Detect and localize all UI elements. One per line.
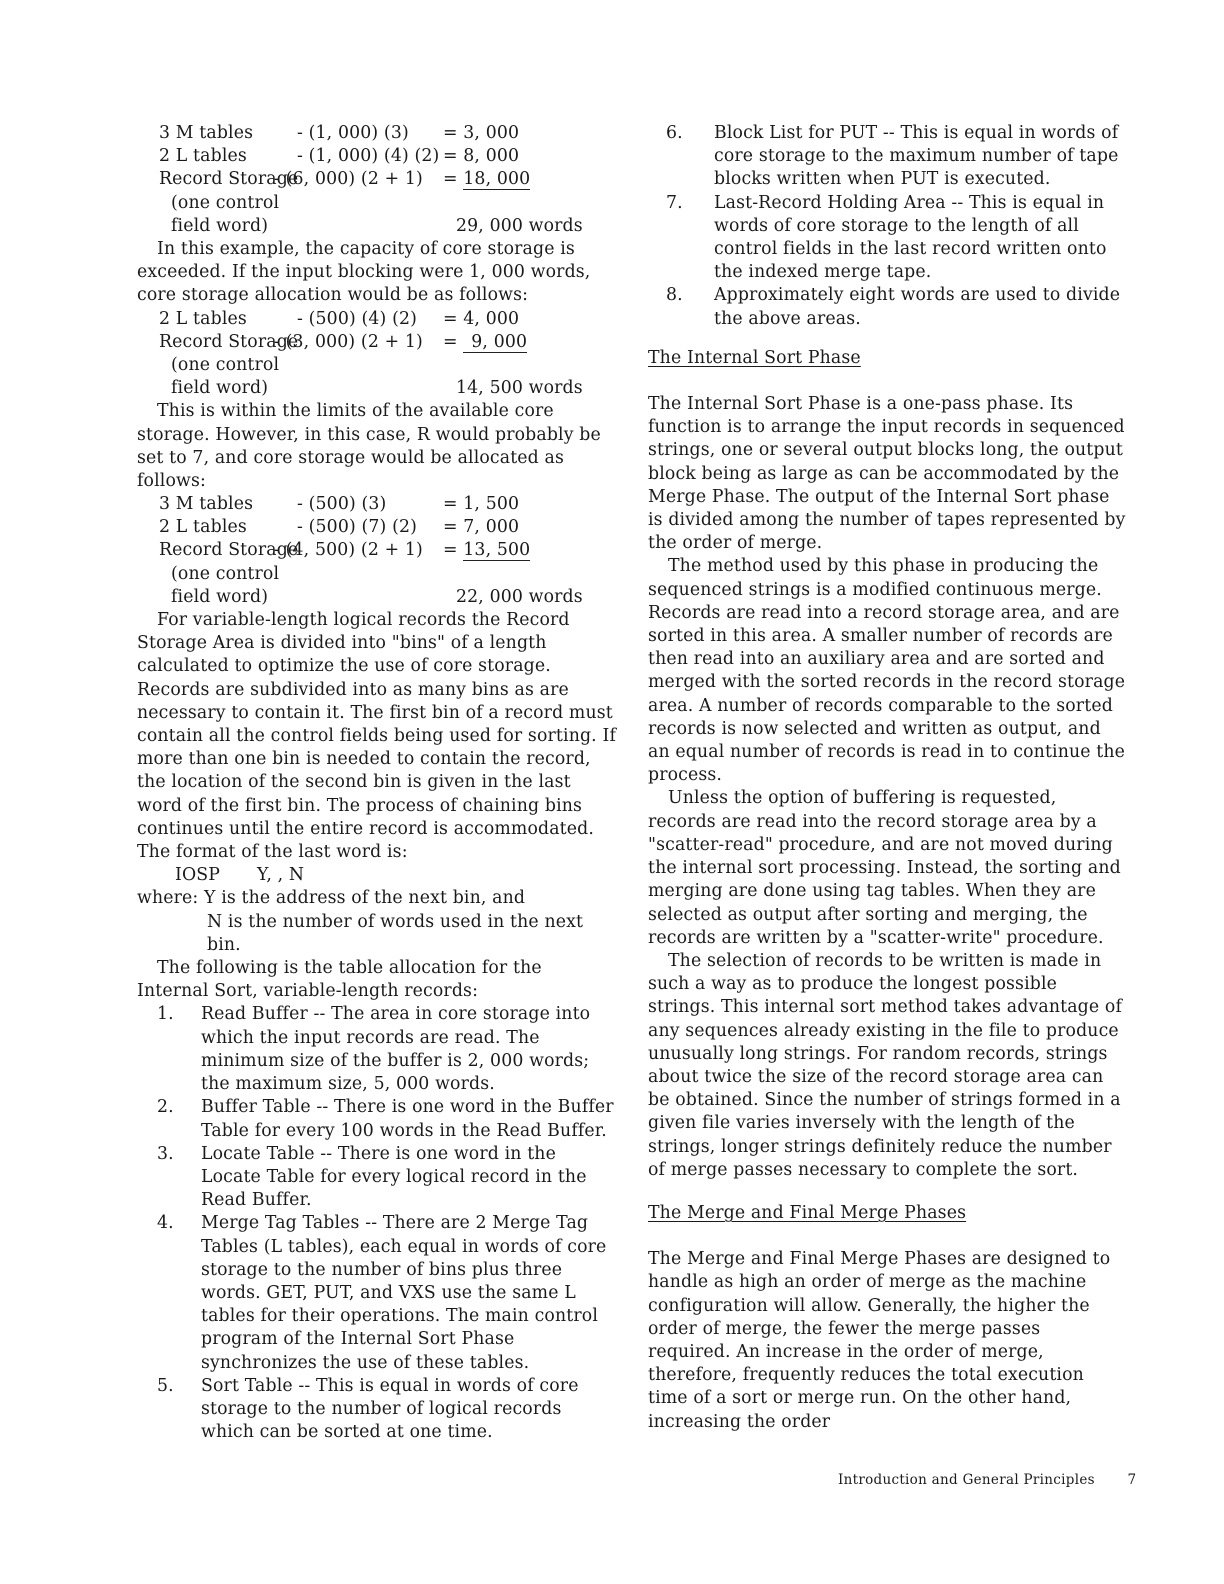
calc-label: Record Storage (159, 331, 299, 352)
calc-total: 22, 000 words (456, 586, 583, 607)
calc-label: 2 L tables (159, 146, 247, 167)
list-item (137, 1143, 617, 1213)
calc-total: 29, 000 words (456, 215, 583, 236)
calc-note-line: field word) (171, 378, 269, 399)
list-item (137, 1003, 617, 1096)
list-item (137, 1096, 617, 1142)
list-number: 1. (157, 1004, 174, 1025)
list-item (137, 1212, 617, 1374)
calc-row (159, 145, 617, 168)
list-number: 7. (666, 192, 683, 213)
left-column (137, 122, 617, 1444)
list-text: Read Buffer -- The area in core storage into which the input records are read. The minimum size of the buffer is 2, 000 words; the maximum size, 5, 000 words. (201, 1004, 591, 1095)
section-heading: The Merge and Final Merge Phases (648, 1202, 967, 1223)
calc-result: = 4, 000 (443, 308, 520, 329)
calc-note (171, 586, 617, 609)
calc-note (171, 377, 617, 400)
calc-block-2 (137, 308, 617, 401)
section-heading: The Internal Sort Phase (648, 347, 861, 368)
calc-label: Record Storage (159, 169, 299, 190)
paragraph: For variable-length logical records the Record Storage Area is divided into "bins" of a length calculated to optimize the use of core storage. Records are subdivided into as many bins as are necessary to contain it. The first bin of a record must contain all the control fields being used for sorting. If more than one bin is needed to contain the record, the location of the second bin is given in the last word of the first bin. The process of chaining bins continues until the entire record is accommodated. The format of the last word is: (137, 610, 616, 863)
list-item (137, 1375, 617, 1445)
calc-result: = 7, 000 (443, 517, 520, 538)
list-text: Block List for PUT -- This is equal in words of core storage to the maximum number of tape blocks written when PUT is executed. (714, 123, 1119, 190)
calc-note-line: (one control (171, 192, 280, 213)
calc-formula: - (1, 000) (3) (297, 123, 409, 143)
calc-note (171, 192, 617, 215)
paragraph: The method used by this phase in producing the sequenced strings is a modified continuous merge. Records are read into a record storage area, and are sorted in this area. A smaller number of records are then read into an auxiliary area and are sorted and merged with the sorted records in the record storage area. A number of records comparable to the sorted records is now selected and written as output, and an equal number of records is read in to continue the process. (648, 556, 1126, 786)
calc-formula: - (500) (4) (2) (297, 308, 417, 329)
calc-result: = 1, 500 (443, 494, 520, 515)
calc-row (159, 516, 617, 539)
list-text: Last-Record Holding Area -- This is equal in words of core storage to the length of all control fields in the last record written onto the indexed merge tape. (714, 192, 1107, 283)
list-number: 2. (157, 1097, 174, 1118)
list-text: Buffer Table -- There is one word in the Buffer Table for every 100 words in the Read Buffer. (201, 1097, 614, 1141)
list-item (648, 122, 1128, 192)
paragraph: Unless the option of buffering is requested, records are read into the record storage area by a "scatter-read" procedure, and are not moved during the internal sort processing. Instead, the sorting and merging are done using tag tables. When they are selected as output after sorting and merging, the records are written by a "scatter-write" procedure. (648, 788, 1121, 948)
calc-block-1 (137, 122, 617, 238)
calc-result: = 8, 000 (443, 146, 520, 167)
paragraph: In this example, the capacity of core storage is exceeded. If the input blocking were 1, 000 words, core storage allocation would be as follows: (137, 238, 591, 306)
page-number: 7 (1127, 1472, 1137, 1488)
calc-label: 2 L tables (159, 517, 247, 538)
calc-row (159, 308, 617, 331)
calc-row (159, 122, 617, 145)
list-number: 6. (666, 123, 683, 143)
list-number: 5. (157, 1375, 174, 1396)
list-number: 8. (666, 285, 683, 306)
calc-note-line: field word) (171, 586, 269, 607)
calc-label: 2 L tables (159, 308, 247, 329)
calc-formula: - (500) (3) (297, 494, 387, 515)
calc-row: Record Storage - (3, 000) (2 + 1) = 9, 000 (159, 331, 617, 354)
calc-result: = 3, 000 (443, 123, 520, 143)
calc-formula: - (1, 000) (4) (2) (297, 146, 440, 167)
paragraph: The Internal Sort Phase is a one-pass phase. Its function is to arrange the input records in sequenced strings, one or several output blocks long, the output block being as large as can be accommodated by the Merge Phase. The output of the Internal Sort phase is divided among the number of tapes represented by the order of merge. (648, 394, 1126, 554)
calc-label: Record Storage (159, 540, 299, 561)
calc-result: 18, 000 (463, 169, 531, 190)
paragraph: The selection of records to be written is made in such a way as to produce the longest possible strings. This internal sort method takes advantage of any sequences already existing in the file to produce unusually long strings. For random records, strings about twice the size of the record storage area can be obtained. Since the number of strings formed in a given file varies inversely with the length of the strings, longer strings definitely reduce the number of merge passes necessary to complete the sort. (648, 950, 1123, 1180)
list-text: Approximately eight words are used to divide the above areas. (714, 285, 1121, 329)
where-line: N is the number of words used in the next bin. (207, 911, 584, 955)
calc-result: 9, 000 (463, 332, 527, 353)
calc-label: 3 M tables (159, 123, 254, 143)
paragraph: The Merge and Final Merge Phases are designed to handle as high an order of merge as the machine configuration will allow. Generally, the higher the order of merge, the fewer the merge passes required. An increase in the order of merge, therefore, frequently reduces the total execution time of a sort or merge run. On the other hand, increasing the order (648, 1249, 1111, 1432)
calc-formula: - (500) (7) (2) (297, 517, 417, 538)
calc-note-line: field word) (171, 215, 269, 236)
calc-total: 14, 500 words (456, 378, 583, 399)
calc-note-line: (one control (171, 563, 280, 584)
calc-row (159, 493, 617, 516)
right-column (648, 122, 1128, 1434)
calc-note-line: (one control (171, 354, 280, 375)
calc-result: 13, 500 (463, 540, 531, 561)
paragraph: This is within the limits of the available core storage. However, in this case, R would probably be set to 7, and core storage would be allocated as follows: (137, 401, 601, 491)
calc-note (171, 215, 617, 238)
calc-row: Record Storage - (4, 500) (2 + 1) = 13, 500 (159, 539, 617, 562)
page-footer (838, 1472, 1136, 1488)
list-text: Merge Tag Tables -- There are 2 Merge Tag Tables (L tables), each equal in words of core storage to the number of bins plus three words. GET, PUT, and VXS use the same L tables for their operations. The main control program of the Internal Sort Phase synchronizes the use of these tables. (201, 1213, 607, 1373)
calc-formula: - (3, 000) (2 + 1) (274, 331, 423, 352)
calc-note (171, 354, 617, 377)
list-number: 4. (157, 1213, 174, 1234)
calc-note (171, 563, 617, 586)
list-item (648, 192, 1128, 285)
footer-title: Introduction and General Principles (838, 1472, 1095, 1488)
calc-row: Record Storage - (6, 000) (2 + 1) = 18, 000 (159, 168, 617, 191)
list-number: 3. (157, 1143, 174, 1164)
code-arg: Y, , N (257, 865, 305, 886)
list-item (648, 284, 1128, 330)
paragraph: The following is the table allocation for the Internal Sort, variable-length records: (137, 958, 542, 1002)
calc-label: 3 M tables (159, 494, 254, 515)
where-line: where: Y is the address of the next bin, and (137, 888, 526, 909)
list-text: Locate Table -- There is one word in the Locate Table for every logical record in the Read Buffer. (201, 1143, 587, 1211)
calc-formula: - (4, 500) (2 + 1) (274, 540, 423, 561)
code-line (175, 864, 617, 887)
calc-block-3 (137, 493, 617, 609)
calc-formula: - (6, 000) (2 + 1) (274, 169, 423, 190)
code-op: IOSP (175, 865, 221, 886)
list-text: Sort Table -- This is equal in words of core storage to the number of logical records which can be sorted at one time. (201, 1375, 579, 1443)
